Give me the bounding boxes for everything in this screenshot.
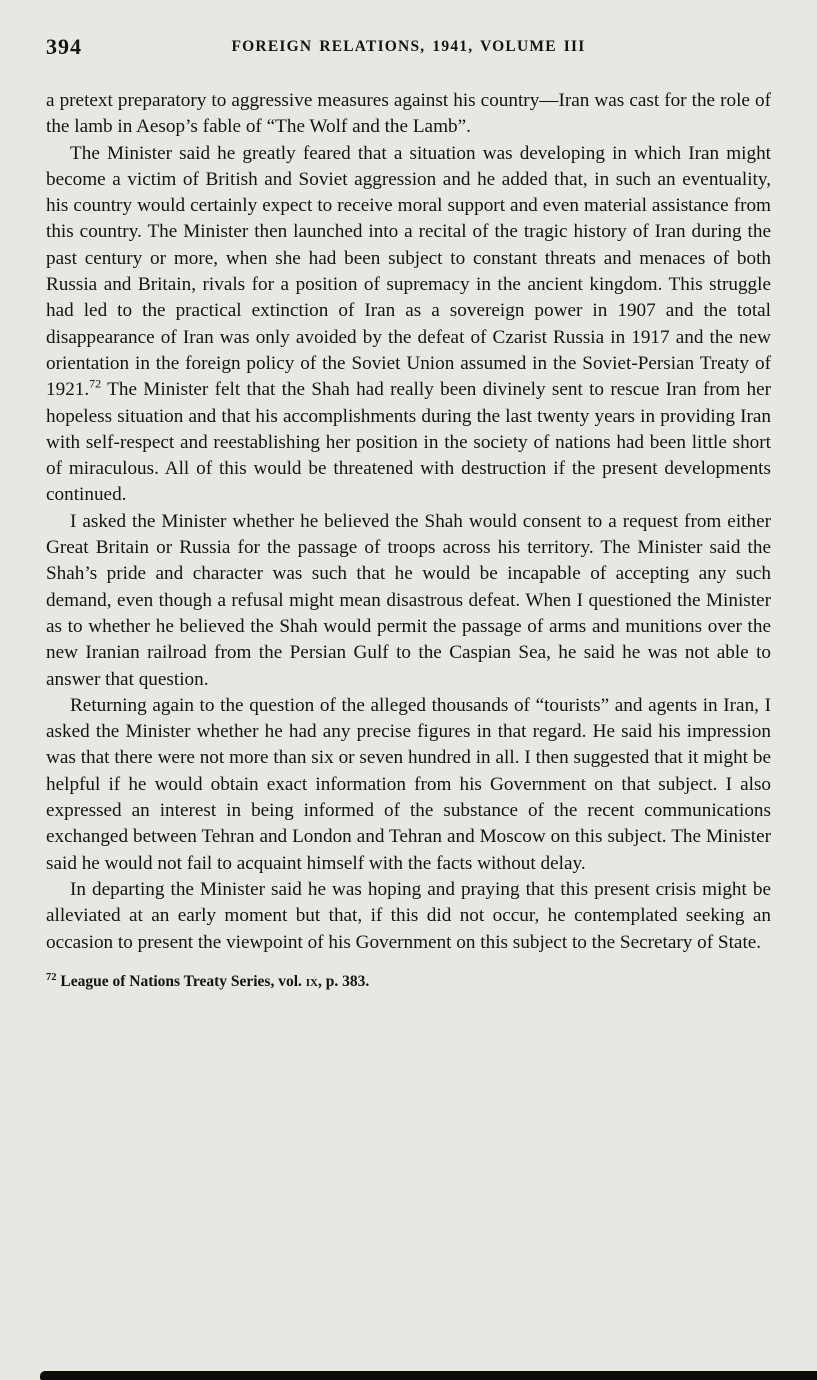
paragraph-departing: In departing the Minister said he was hoping and praying that this present crisis might be alleviated at an early moment but that, if this did not occur, he contemplated seeking an occasion to present the viewpoint of his Government on this subject to the Secretary of State. <box>46 878 771 953</box>
running-title: FOREIGN RELATIONS, 1941, VOLUME III <box>231 38 586 55</box>
footnote-text: League of Nations Treaty Series, vol. <box>56 972 306 990</box>
paragraph-minister-fears <box>46 141 771 509</box>
footnote-volume-numeral: ix <box>305 972 319 990</box>
page-number: 394 <box>46 34 82 59</box>
scan-artifact-bar <box>40 1371 817 1380</box>
footnote-ref-72: 72 <box>89 376 102 391</box>
footnote-marker: 72 <box>46 971 57 983</box>
paragraph-text-continued: The Minister felt that the Shah had really been divinely sent to rescue Iran from her hopeless situation and that his accomplishments during the last twenty years in providing Iran with self-respect and reestablishing her position in the society of nations had been little short of miraculous. All of this would be threatened with destruction if the present developments continued. <box>46 379 771 506</box>
paragraph-shah-consent: I asked the Minister whether he believed the Shah would consent to a request from either Great Britain or Russia for the passage of troops across his territory. The Minister said the Shah’s pride and character was such that he would be incapable of accepting any such demand, even though a refusal might mean disastrous defeat. When I questioned the Minister as to whether he believed the Shah would permit the passage of arms and munitions over the new Iranian railroad from the Persian Gulf to the Caspian Sea, he said he was not able to answer that question. <box>46 510 771 690</box>
paragraph-tourists: Returning again to the question of the alleged thousands of “tourists” and agents in Iran, I asked the Minister whether he had any precise figures in that regard. He said his impression was that there were not more than six or seven hundred in all. I then suggested that it might be helpful if he would obtain exact information from his Government on that subject. I also expressed an interest in being informed of the substance of the recent communications exchanged between Tehran and London and Tehran and Moscow on this subject. The Minister said he would not fail to acquaint himself with the facts without delay. <box>46 694 771 874</box>
paragraph-continuation: a pretext preparatory to aggressive measures against his country—Iran was cast for the role of the lamb in Aesop’s fable of “The Wolf and the Lamb”. <box>46 90 771 138</box>
page-header <box>46 34 771 68</box>
page-body <box>46 88 771 956</box>
footnote-text-end: , p. 383. <box>318 972 370 990</box>
paragraph-text: The Minister said he greatly feared that a situation was developing in which Iran might become a victim of British and Soviet aggression and he added that, in such an eventuality, his country would certainly expect to receive moral support and even material assistance from this country. The Minister then launched into a recital of the tragic history of Iran during the past century or more, when she had been subject to constant threats and menaces of both Russia and Britain, rivals for a position of supremacy in the ancient kingdom. This struggle had led to the practical extinction of Iran as a sovereign power in 1907 and the total disappearance of Iran was only avoided by the defeat of Czarist Russia in 1917 and the new orientation in the foreign policy of the Soviet Union assumed in the Soviet-Persian Treaty of 1921. <box>46 142 771 401</box>
footnote <box>46 972 771 992</box>
